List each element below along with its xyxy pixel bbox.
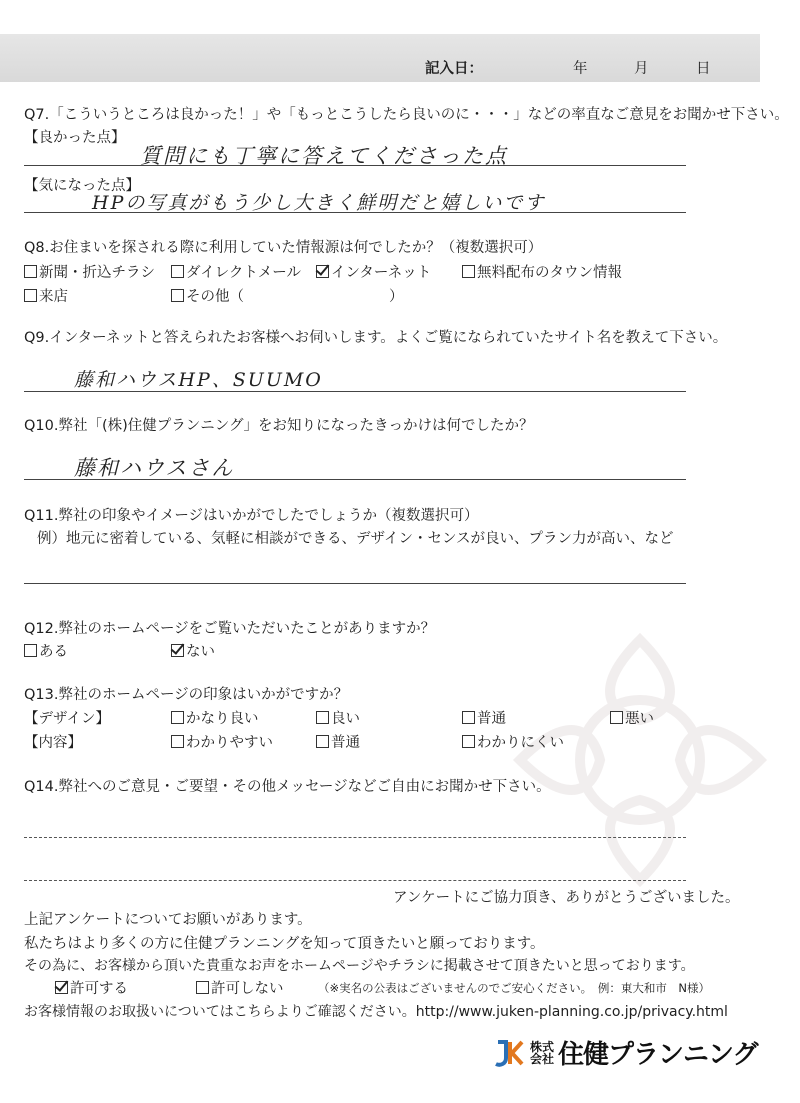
q12-option-yes[interactable]: ある	[24, 640, 68, 661]
checkbox-icon	[24, 265, 37, 278]
q8-option-newspaper[interactable]: 新聞・折込チラシ	[24, 261, 155, 282]
q8-option-direct-mail[interactable]: ダイレクトメール	[171, 261, 301, 282]
entry-date-label: 記入日：	[425, 61, 483, 77]
q10-line	[24, 479, 686, 480]
q7-concern-answer: HPの写真がもう少し大きく鮮明だと嬉しいです	[92, 192, 546, 214]
q13-design-normal[interactable]: 普通	[462, 707, 506, 728]
q8-option-visit[interactable]: 来店	[24, 285, 68, 306]
deny-option[interactable]: 許可しない	[196, 977, 284, 998]
checkbox-icon	[462, 711, 475, 724]
q10-question: Q10.弊社「(株)住健プランニング」をお知りになったきっかけは何でしたか？	[24, 418, 534, 434]
q11-example: 例）地元に密着している、気軽に相談ができる、デザイン・センスが良い、プラン力が高い、など	[37, 531, 674, 547]
q13-design-good[interactable]: 良い	[316, 707, 360, 728]
checkbox-icon	[24, 289, 37, 302]
q7-good-answer: 質問にも丁寧に答えてくださった点	[140, 144, 508, 168]
q8-option-internet[interactable]: インターネット	[316, 261, 431, 282]
q13-design-bad[interactable]: 悪い	[610, 707, 654, 728]
q12-option-no[interactable]: ない	[171, 640, 215, 661]
checked-checkbox-icon	[55, 981, 68, 994]
q11-question: Q11.弊社の印象やイメージはいかがでしたでしょうか（複数選択可）	[24, 508, 479, 524]
checkbox-icon	[462, 735, 475, 748]
q12-question: Q12.弊社のホームページをご覧いただいたことがありますか？	[24, 621, 436, 637]
q7-good-line	[24, 165, 686, 166]
request-text-3: その為に、お客様から頂いた貴重なお声をホームページやチラシに掲載させて頂きたいと思っております。	[24, 958, 695, 974]
checkbox-icon	[171, 265, 184, 278]
q13-question: Q13.弊社のホームページの印象はいかがですか？	[24, 687, 349, 703]
q7-concern-line	[24, 212, 686, 213]
q9-answer: 藤和ハウスHP、SUUMO	[74, 369, 323, 391]
thanks-text: アンケートにご協力頂き、ありがとうございました。	[393, 890, 740, 906]
q14-line-2	[24, 880, 686, 881]
q10-answer: 藤和ハウスさん	[74, 456, 235, 480]
company-logo-icon	[492, 1036, 526, 1070]
logo-prefix: 株式 会社	[530, 1039, 555, 1066]
checkbox-icon	[316, 735, 329, 748]
q13-design-very-good[interactable]: かなり良い	[171, 707, 259, 728]
q13-content-hard[interactable]: わかりにくい	[462, 731, 564, 752]
checkbox-icon	[171, 289, 184, 302]
q9-question: Q9.インターネットと答えられたお客様へお伺いします。よくご覧になられていたサイト名を教えて下さい。	[24, 330, 728, 346]
checkbox-icon	[24, 644, 37, 657]
request-text-1: 上記アンケートについてお願いがあります。	[24, 912, 312, 928]
q14-question: Q14.弊社へのご意見・ご要望・その他メッセージなどご自由にお聞かせ下さい。	[24, 779, 551, 795]
q14-line-1	[24, 837, 686, 838]
day-label: 日	[696, 61, 711, 77]
q13-content-normal[interactable]: 普通	[316, 731, 360, 752]
q8-option-other[interactable]: その他（ ）	[171, 285, 404, 306]
privacy-text: お客様情報のお取扱いについてはこちらよりご確認ください。http://www.juken-planning.co.jp/privacy.html	[24, 1004, 728, 1020]
q7-good-label: 【良かった点】	[24, 130, 126, 146]
checkbox-icon	[610, 711, 623, 724]
q13-design-label: 【デザイン】	[24, 711, 110, 727]
anonymity-note: （※実名の公表はございませんのでご安心ください。 例：東大和市 N様）	[318, 981, 710, 995]
checkbox-icon	[196, 981, 209, 994]
checked-checkbox-icon	[316, 265, 329, 278]
company-logo	[492, 1034, 758, 1071]
floral-watermark-icon	[480, 600, 800, 920]
checkbox-icon	[171, 711, 184, 724]
month-label: 月	[634, 61, 649, 77]
checked-checkbox-icon	[171, 644, 184, 657]
q7-question: Q7.「こういうところは良かった！」や「もっとこうしたら良いのに・・・」などの率直なご意見をお聞かせ下さい。	[24, 107, 789, 123]
checkbox-icon	[171, 735, 184, 748]
q13-content-easy[interactable]: わかりやすい	[171, 731, 273, 752]
q9-line	[24, 391, 686, 392]
year-label: 年	[573, 61, 588, 77]
q8-question: Q8.お住まいを探される際に利用していた情報源は何でしたか？（複数選択可）	[24, 240, 543, 256]
q13-content-label: 【内容】	[24, 735, 82, 751]
q11-line	[24, 583, 686, 584]
q7-concern-label: 【気になった点】	[24, 178, 140, 194]
logo-company-name: 住健プランニング	[558, 1040, 758, 1070]
permit-option[interactable]: 許可する	[55, 977, 128, 998]
checkbox-icon	[462, 265, 475, 278]
request-text-2: 私たちはより多くの方に住健プランニングを知って頂きたいと願っております。	[24, 936, 545, 952]
checkbox-icon	[316, 711, 329, 724]
q8-option-town-info[interactable]: 無料配布のタウン情報	[462, 261, 622, 282]
